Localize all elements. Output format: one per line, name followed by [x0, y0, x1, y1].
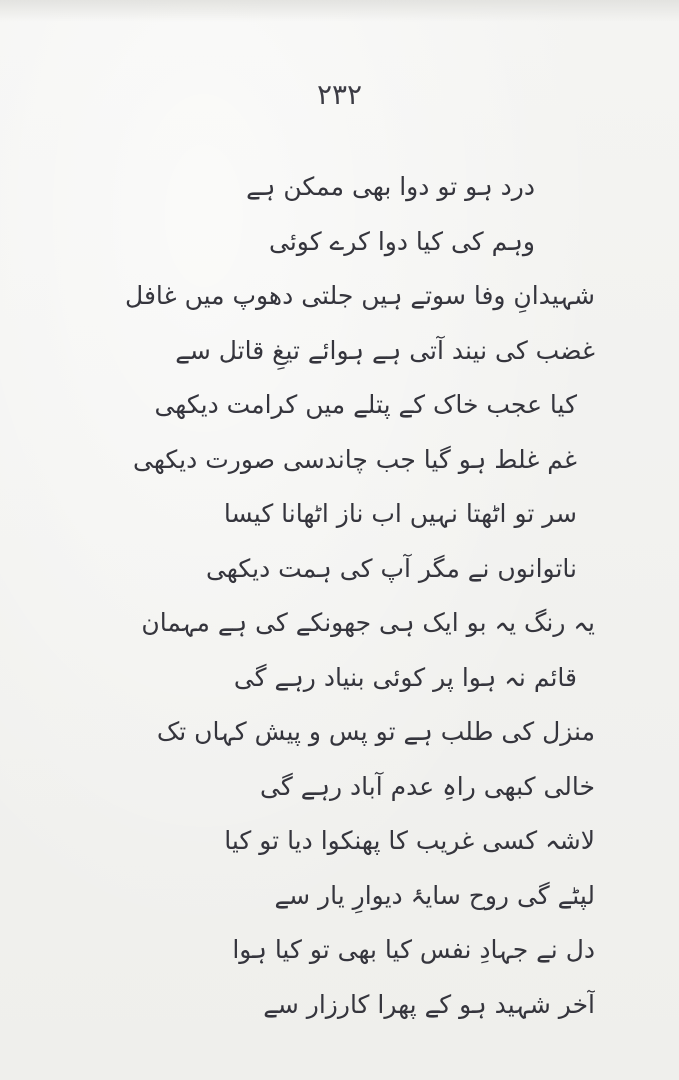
verse-line: غضب کی نیند آتی ہے ہوائے تیغِ قاتل سے: [175, 335, 595, 365]
verse-line: خالی کبھی راہِ عدم آباد رہے گی: [260, 771, 595, 801]
verse-line: آخر شہید ہو کے پھرا کارزار سے: [263, 989, 595, 1019]
verse-line: وہم کی کیا دوا کرے کوئی: [268, 226, 535, 256]
verse-line: یہ رنگ یہ بو ایک ہی جھونکے کی ہے مہمان: [141, 608, 595, 637]
verse-line: شہیدانِ وفا سوتے ہیں جلتی دھوپ میں غافل: [125, 281, 595, 310]
verse-line: قائم نہ ہوا پر کوئی بنیاد رہے گی: [233, 662, 577, 692]
verse-line: درد ہو تو دوا بھی ممکن ہے: [246, 172, 535, 201]
verse-line: منزل کی طلب ہے تو پس و پیش کہاں تک: [156, 717, 595, 746]
verse-line: ناتوانوں نے مگر آپ کی ہمت دیکھی: [205, 553, 577, 583]
verse-line: لپٹے گی روح سایۂ دیوارِ یار سے: [274, 880, 595, 910]
verse-line: کیا عجب خاک کے پتلے میں کرامت دیکھی: [154, 390, 577, 419]
verse-line: غم غلط ہو گیا جب چاندسی صورت دیکھی: [133, 444, 577, 474]
verse-line: سر تو اٹھتا نہیں اب ناز اٹھانا کیسا: [223, 499, 577, 528]
verse-line: دل نے جہادِ نفس کیا بھی تو کیا ہوا: [232, 935, 595, 964]
page-number: ۲۳۲: [316, 78, 363, 111]
verse-line: لاشہ کسی غریب کا پھنکوا دیا تو کیا: [224, 826, 595, 855]
scan-edge: [0, 0, 679, 22]
poem-body: [95, 160, 595, 1032]
